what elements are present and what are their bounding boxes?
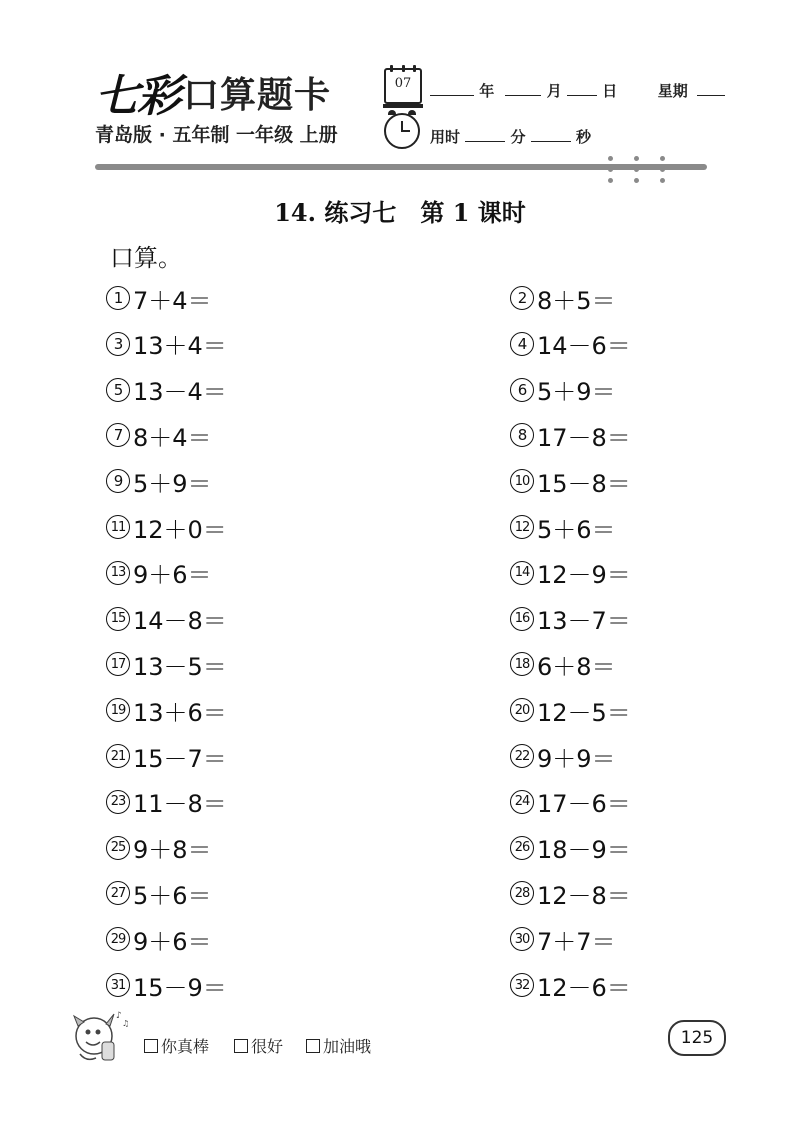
problem-item xyxy=(106,924,212,954)
year-blank[interactable] xyxy=(430,81,474,96)
problem-number: 24 xyxy=(510,790,534,814)
problem-number: 13 xyxy=(106,561,130,585)
calendar-icon xyxy=(384,68,422,104)
rating-label: 很好 xyxy=(251,1037,284,1056)
problem-number: 32 xyxy=(510,973,534,997)
problem-item xyxy=(106,833,212,863)
problem-expression: 15－8＝ xyxy=(537,469,631,498)
problem-item xyxy=(106,466,212,496)
pin-icon xyxy=(660,156,665,184)
problem-item xyxy=(510,695,631,725)
brand-title: 口算题卡 xyxy=(183,74,332,116)
problem-item xyxy=(106,512,227,542)
problem-expression: 17－6＝ xyxy=(537,790,631,819)
problem-item xyxy=(510,924,616,954)
day-label: 日 xyxy=(602,82,618,100)
problem-item xyxy=(510,649,616,679)
problem-number: 9 xyxy=(106,469,130,493)
problem-number: 8 xyxy=(510,423,534,447)
problem-item xyxy=(106,878,212,908)
problem-expression: 12－5＝ xyxy=(537,698,631,727)
problem-item xyxy=(510,512,616,542)
rating-option-2[interactable] xyxy=(234,1034,283,1057)
rating-option-3[interactable] xyxy=(306,1034,371,1057)
instruction-text: 口算。 xyxy=(110,244,182,272)
problem-expression: 13－7＝ xyxy=(537,607,631,636)
problem-item xyxy=(106,695,227,725)
problem-item xyxy=(510,558,631,588)
problem-number: 28 xyxy=(510,881,534,905)
problem-item xyxy=(106,375,227,405)
weekday-blank[interactable] xyxy=(697,81,725,96)
seconds-blank[interactable] xyxy=(531,127,571,142)
mascot-icon xyxy=(66,1006,130,1070)
problem-item xyxy=(510,466,631,496)
year-label: 年 xyxy=(479,82,495,100)
problem-expression: 13＋6＝ xyxy=(133,698,227,727)
problem-expression: 9＋6＝ xyxy=(133,561,212,590)
problem-number: 4 xyxy=(510,332,534,356)
problem-expression: 8＋4＝ xyxy=(133,423,212,452)
problem-expression: 13－5＝ xyxy=(133,652,227,681)
problem-expression: 12－8＝ xyxy=(537,881,631,910)
weekday-label: 星期 xyxy=(657,82,688,100)
checkbox-icon[interactable] xyxy=(306,1039,320,1053)
problem-expression: 14－6＝ xyxy=(537,332,631,361)
problem-expression: 9＋9＝ xyxy=(537,744,616,773)
problem-number: 14 xyxy=(510,561,534,585)
problem-item xyxy=(510,970,631,1000)
problem-expression: 5＋6＝ xyxy=(537,515,616,544)
problem-item xyxy=(510,420,631,450)
problem-expression: 7＋7＝ xyxy=(537,927,616,956)
problem-number: 31 xyxy=(106,973,130,997)
rating-label: 加油哦 xyxy=(323,1037,372,1056)
problem-item xyxy=(106,558,212,588)
problem-expression: 9＋8＝ xyxy=(133,836,212,865)
problem-item xyxy=(106,741,227,771)
time-fill-line xyxy=(430,126,591,147)
problem-item xyxy=(106,420,212,450)
problem-expression: 8＋5＝ xyxy=(537,286,616,315)
problem-expression: 13＋4＝ xyxy=(133,332,227,361)
problem-expression: 12－6＝ xyxy=(537,973,631,1002)
problem-expression: 15－9＝ xyxy=(133,973,227,1002)
problem-number: 12 xyxy=(510,515,534,539)
problem-number: 16 xyxy=(510,607,534,631)
problem-item xyxy=(106,649,227,679)
problem-expression: 6＋8＝ xyxy=(537,652,616,681)
checkbox-icon[interactable] xyxy=(234,1039,248,1053)
problem-number: 21 xyxy=(106,744,130,768)
problem-number: 1 xyxy=(106,286,130,310)
problem-item xyxy=(510,283,616,313)
problem-expression: 7＋4＝ xyxy=(133,286,212,315)
calendar-number: 07 xyxy=(394,76,412,91)
time-label: 用时 xyxy=(430,128,461,146)
problem-expression: 14－8＝ xyxy=(133,607,227,636)
month-label: 月 xyxy=(546,82,562,100)
rating-option-1[interactable] xyxy=(144,1034,209,1057)
day-blank[interactable] xyxy=(567,81,597,96)
problem-item xyxy=(510,604,631,634)
problem-expression: 13－4＝ xyxy=(133,378,227,407)
problem-number: 5 xyxy=(106,378,130,402)
problem-number: 20 xyxy=(510,698,534,722)
problem-expression: 15－7＝ xyxy=(133,744,227,773)
problem-item xyxy=(106,604,227,634)
edition-label: 青岛版 · 五年制 一年级 上册 xyxy=(95,124,338,146)
svg-text:♪: ♪ xyxy=(116,1011,122,1021)
month-blank[interactable] xyxy=(505,81,541,96)
problem-number: 30 xyxy=(510,927,534,951)
problem-number: 15 xyxy=(106,607,130,631)
problem-item xyxy=(106,970,227,1000)
lesson-title: 14. 练习七 第 1 课时 xyxy=(274,198,526,227)
problem-number: 7 xyxy=(106,423,130,447)
problem-item xyxy=(106,329,227,359)
problem-expression: 9＋6＝ xyxy=(133,927,212,956)
problem-number: 29 xyxy=(106,927,130,951)
problem-item xyxy=(106,787,227,817)
problem-number: 26 xyxy=(510,836,534,860)
minutes-label: 分 xyxy=(510,128,526,146)
minutes-blank[interactable] xyxy=(465,127,505,142)
problem-expression: 17－8＝ xyxy=(537,423,631,452)
brand-logo xyxy=(95,66,332,122)
problem-expression: 11－8＝ xyxy=(133,790,227,819)
problem-number: 19 xyxy=(106,698,130,722)
problem-number: 17 xyxy=(106,652,130,676)
problem-item xyxy=(106,283,212,313)
header-divider xyxy=(95,164,707,170)
problem-expression: 5＋6＝ xyxy=(133,881,212,910)
clock-icon xyxy=(384,113,420,149)
problem-number: 3 xyxy=(106,332,130,356)
problem-number: 23 xyxy=(106,790,130,814)
page-number: 125 xyxy=(668,1020,726,1056)
problem-number: 22 xyxy=(510,744,534,768)
problem-item xyxy=(510,329,631,359)
checkbox-icon[interactable] xyxy=(144,1039,158,1053)
brand-qi: 七彩 xyxy=(95,71,179,122)
seconds-label: 秒 xyxy=(575,128,591,146)
problem-item xyxy=(510,878,631,908)
problem-number: 2 xyxy=(510,286,534,310)
pin-icon xyxy=(608,156,613,184)
svg-text:♫: ♫ xyxy=(122,1019,130,1028)
problem-expression: 5＋9＝ xyxy=(133,469,212,498)
problem-number: 11 xyxy=(106,515,130,539)
problem-number: 18 xyxy=(510,652,534,676)
problem-item xyxy=(510,375,616,405)
problem-number: 27 xyxy=(106,881,130,905)
problem-number: 10 xyxy=(510,469,534,493)
problem-expression: 12－9＝ xyxy=(537,561,631,590)
pin-icon xyxy=(634,156,639,184)
rating-label: 你真棒 xyxy=(161,1037,210,1056)
problem-item xyxy=(510,833,631,863)
problem-item xyxy=(510,787,631,817)
date-fill-line xyxy=(430,80,725,101)
problem-expression: 12＋0＝ xyxy=(133,515,227,544)
problem-expression: 5＋9＝ xyxy=(537,378,616,407)
problem-number: 25 xyxy=(106,836,130,860)
problem-expression: 18－9＝ xyxy=(537,836,631,865)
problem-item xyxy=(510,741,616,771)
problem-number: 6 xyxy=(510,378,534,402)
